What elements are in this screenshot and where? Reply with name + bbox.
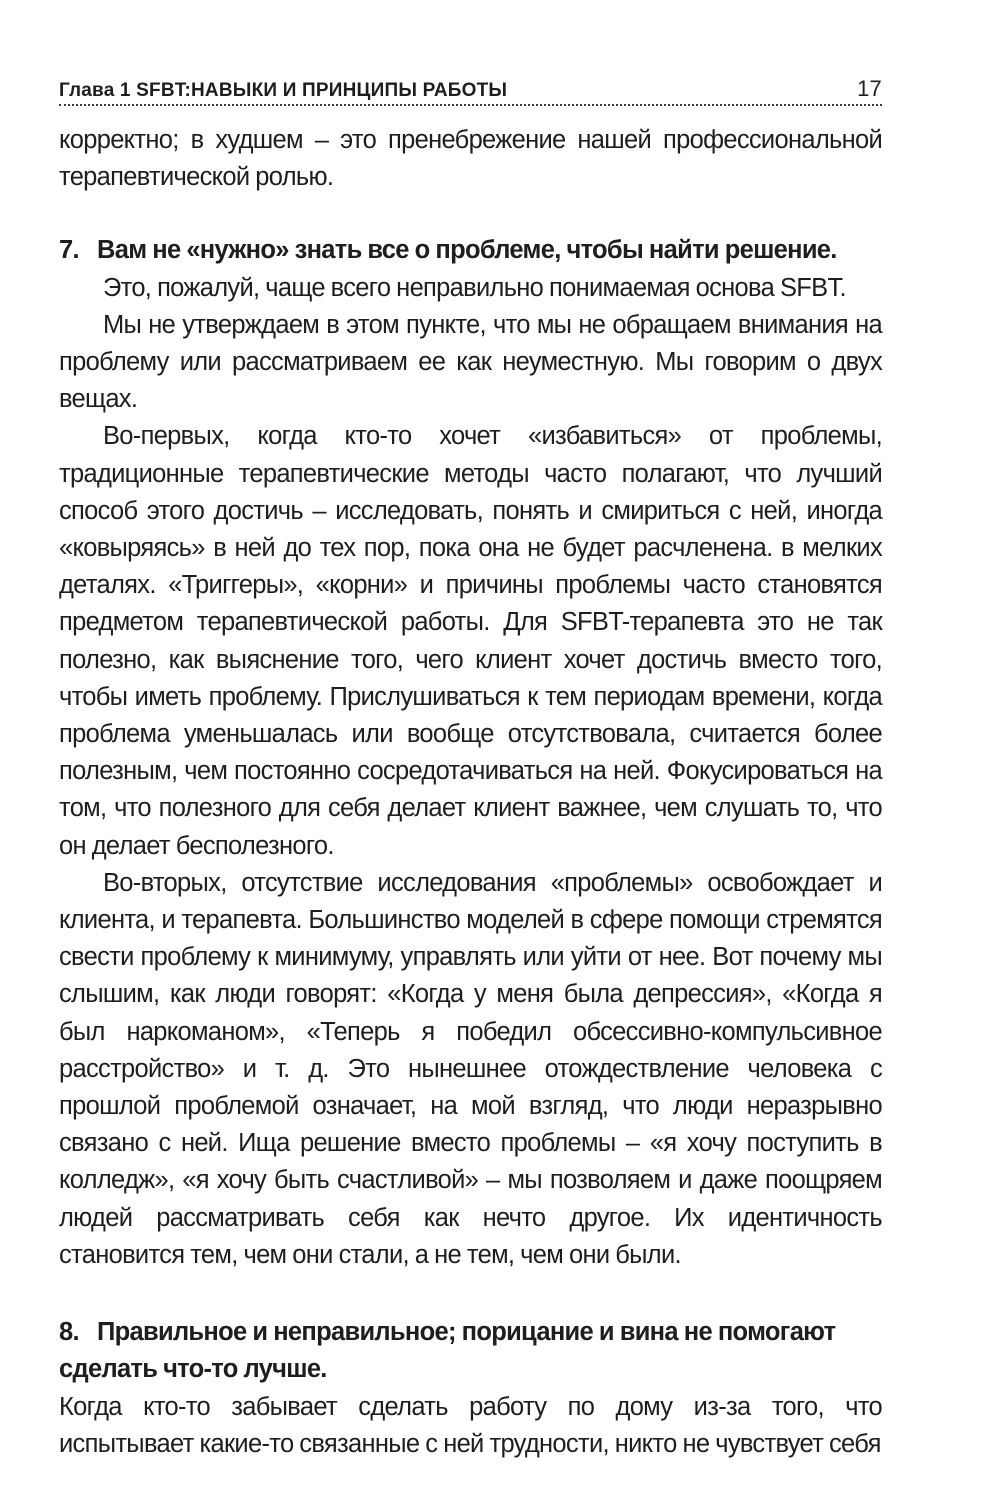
section-8-lead-paragraph: Когда кто-то забывает сделать работу по дому из-за того, что испытывает какие-то связанные с ней трудности, никто не чувствует себя: [59, 1392, 882, 1458]
section-8-number: 8.: [59, 1318, 79, 1347]
section-8-heading: [59, 1314, 882, 1388]
page-number: 17: [857, 76, 882, 101]
running-header: [59, 68, 882, 102]
section-7-lead-paragraph: Это, пожалуй, чаще всего неправильно понимаемая основа SFBT.: [103, 273, 846, 302]
section-7-heading: [59, 232, 882, 269]
section-7-paragraph-2: Во-первых, когда кто-то хочет «избавиться» от проблемы, традиционные терапевтические методы часто полагают, что лучший способ этого достичь – исследовать, понять и смириться с ней, иногда «ковыряясь» в ней до тех пор, пока она не будет расчленена. в мелких деталях. «Триггеры», «корни» и причины проблемы часто становятся предметом терапевтической работы. Для SFBT-терапевта это не так полезно, как выяснение того, чего клиент хочет достичь вместо того, чтобы иметь проблему. Прислушиваться к тем периодам времени, когда проблема уменьшалась или вообще отсутствовала, считается более полезным, чем постоянно сосредотачиваться на ней. Фокусироваться на том, что полезного для себя делает клиент важнее, чем слушать то, что он делает бесполезного.: [59, 422, 882, 860]
section-7-paragraph-1: Мы не утверждаем в этом пункте, что мы не обращаем внимания на проблему или рассматриваем ее как неуместную. Мы говорим о двух вещах.: [59, 310, 882, 414]
running-title: Глава 1 SFBT:НАВЫКИ И ПРИНЦИПЫ РАБОТЫ: [59, 80, 508, 101]
section-7-paragraph-3: Во-вторых, отсутствие исследования «проблемы» освобождает и клиента, и терапевта. Большинство моделей в сфере помощи стремятся свести проблему к минимуму, управлять или уйти от нее. Вот почему мы слышим, как люди говорят: «Когда у меня была депрессия», «Когда я был наркоманом», «Теперь я победил обсессивно-компульсивное расстройство» и т. д. Это нынешнее отождествление человека с прошлой проблемой означает, на мой взгляд, что люди неразрывно связано с ней. Ища решение вместо проблемы – «я хочу поступить в колледж», «я хочу быть счастливой» – мы позволяем и даже поощряем людей рассматривать себя как нечто другое. Их идентичность становится тем, чем они стали, а не тем, чем они были.: [59, 868, 882, 1269]
section-8-title: Правильное и неправильное; порицание и вина не помогают сделать что-то лучше.: [59, 1318, 836, 1384]
section-7-number: 7.: [59, 236, 79, 265]
body-text: [59, 122, 882, 1463]
continued-paragraph: корректно; в худшем – это пренебрежение нашей профессиональной терапевтической ролью.: [59, 126, 882, 192]
header-dotted-rule: [59, 104, 882, 106]
section-7-title: Вам не «нужно» знать все о проблеме, чтобы найти решение.: [97, 236, 837, 265]
